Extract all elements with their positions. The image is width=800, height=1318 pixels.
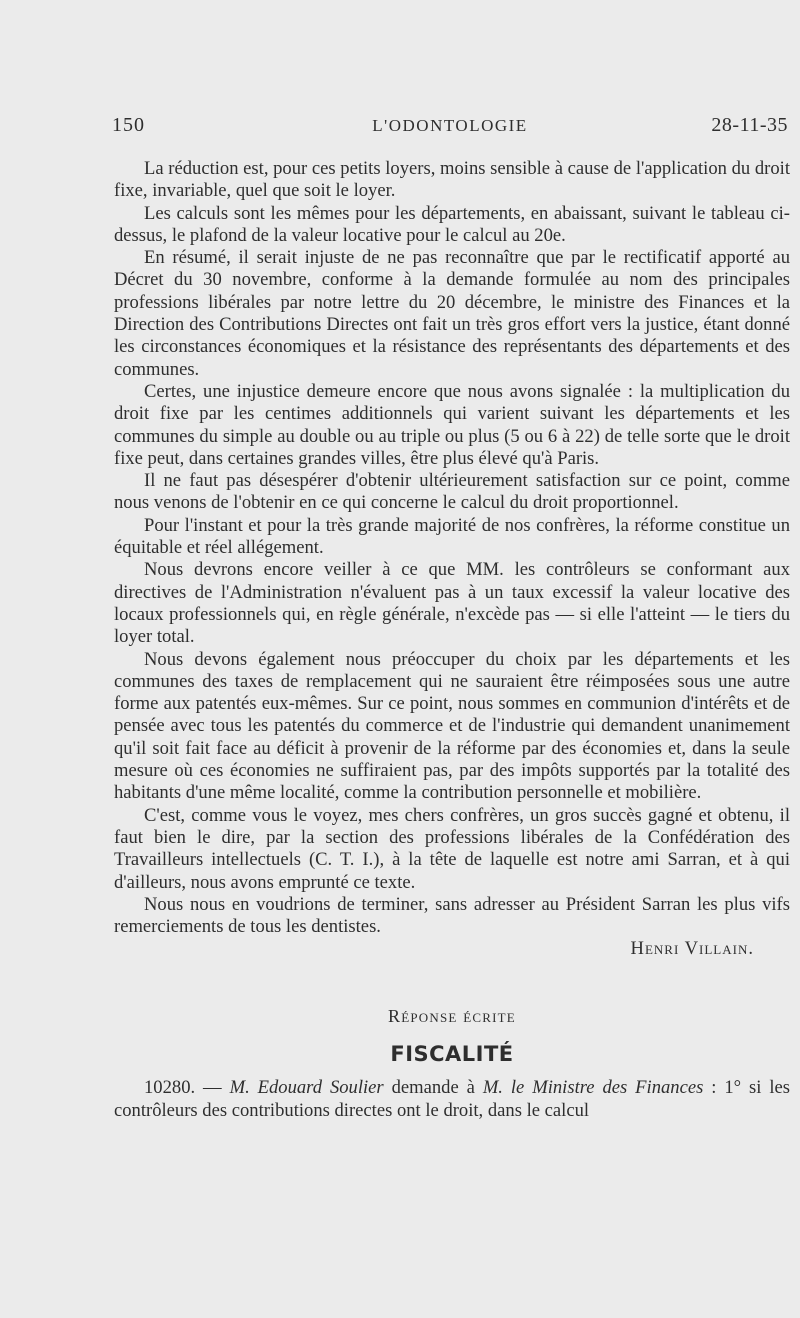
question-deputy: M. Edouard Soulier bbox=[229, 1077, 384, 1099]
running-head bbox=[112, 114, 788, 142]
paragraph: Les calculs sont les mêmes pour les départements, en abaissant, suivant le tableau ci-dessus, le plafond de la valeur locative pour le calcul au 20e. bbox=[114, 202, 790, 246]
issue-date: 28-11-35 bbox=[711, 114, 788, 136]
page-number: 150 bbox=[112, 114, 145, 136]
question-addressee: M. le Ministre des Finances bbox=[482, 1077, 704, 1099]
article-body bbox=[114, 158, 790, 1122]
question-verb: demande à bbox=[383, 1077, 483, 1099]
paragraph: Il ne faut pas désespérer d'obtenir ultérieurement satisfaction sur ce point, comme nous venons de l'obtenir en ce qui concerne le calcul du droit proportionnel. bbox=[114, 470, 790, 514]
section-title: FISCALITÉ bbox=[390, 1041, 514, 1066]
paragraph: Pour l'instant et pour la très grande majorité de nos confrères, la réforme constitue un équitable et réel allégement. bbox=[114, 514, 790, 559]
paragraph: C'est, comme vous le voyez, mes chers confrères, un gros succès gagné et obtenu, il faut bien le dire, par la section des professions libérales de la Confédération des Travailleurs intellectuels (C. T. I.), à la tête de laquelle est notre ami Sarran, et à qui d'ailleurs, nous avons emprunté ce texte. bbox=[114, 804, 790, 893]
paragraph: Certes, une injustice demeure encore que nous avons signalée : la multiplication du droit fixe par les centimes additionnels qui varient suivant les départements et les communes du simple au double ou au triple ou plus (5 ou 6 à 22) de telle sorte que le droit fixe peut, dans certaines grandes villes, être plus élevé qu'à Paris. bbox=[114, 380, 790, 469]
paragraph: Nous devrons encore veiller à ce que MM. les contrôleurs se conformant aux directives de l'Administration n'évaluent pas à un taux excessif la valeur locative des locaux professionnels qui, en règle générale, n'excède pas — si elle l'atteint — le tiers du loyer total. bbox=[114, 559, 790, 648]
journal-title: L'ODONTOLOGIE bbox=[372, 116, 528, 135]
question-text: : 1° si les contrôleurs des contributions directes ont le droit, dans le calcul bbox=[114, 1077, 790, 1121]
paragraph: La réduction est, pour ces petits loyers, moins sensible à cause de l'application du droit fixe, invariable, quel que soit le loyer. bbox=[114, 158, 790, 202]
author-signature: Henri Villain. bbox=[630, 938, 754, 960]
paragraph: Nous devons également nous préoccuper du choix par les départements et les communes des taxes de remplacement qui ne sauraient être réimposées sous une autre forme aux patentés eux-mêmes. Sur ce point, nous sommes en communion d'intérêts et de pensée avec tous les patentés du commerce et de l'industrie qui demandent unanimement qu'il soit fait face au déficit à provenir de la réforme par des économies et, dans la seule mesure où ces économies ne suffiraient pas, par des impôts supportés par la totalité des habitants d'une même localité, comme la contribution personnelle et mobilière. bbox=[114, 648, 790, 804]
written-question bbox=[114, 1077, 790, 1122]
paragraph: En résumé, il serait injuste de ne pas reconnaître que par le rectificatif apporté au Décret du 30 novembre, conforme à la demande formulée au nom des principales professions libérales par notre lettre du 20 décembre, le ministre des Finances et la Direction des Contributions Directes ont fait un très gros effort vers la justice, étant donné les circonstances économiques et la résistance des représentants des départements et des communes. bbox=[114, 247, 790, 380]
paragraph: Nous nous en voudrions de terminer, sans adresser au Président Sarran les plus vifs remerciements de tous les dentistes. bbox=[114, 893, 790, 938]
question-number: 10280. — bbox=[144, 1077, 230, 1099]
section-heading: Réponse écrite bbox=[388, 1005, 516, 1026]
